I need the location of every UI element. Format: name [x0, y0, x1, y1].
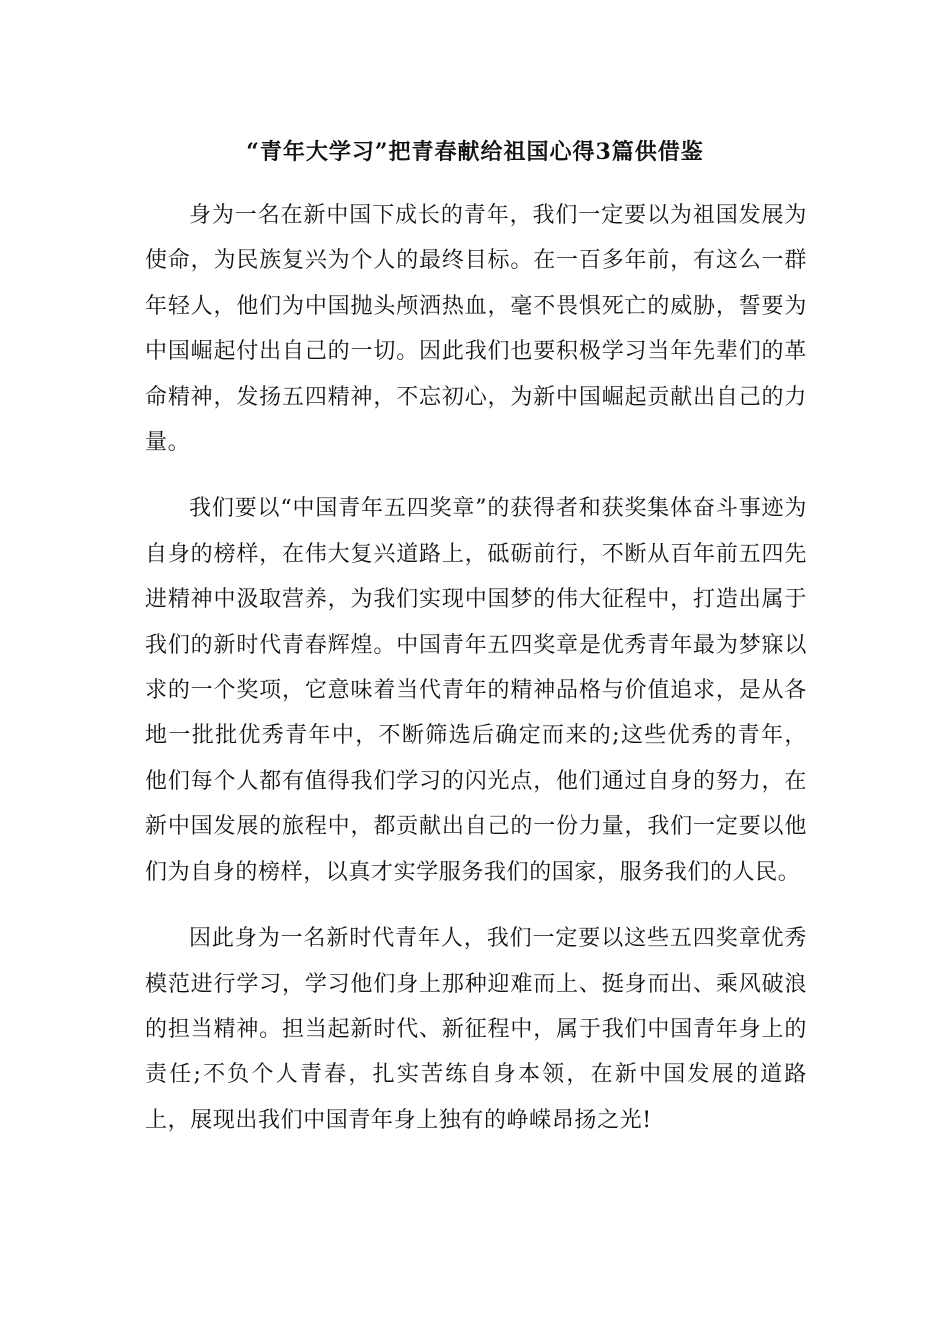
document-body: [145, 193, 807, 1164]
paragraph-1: 身为一名在新中国下成长的青年，我们一定要以为祖国发展为使命，为民族复兴为个人的最终目标。在一百多年前，有这么一群年轻人，他们为中国抛头颅洒热血，毫不畏惧死亡的威胁，誓要为中国崛起付出自己的一切。因此我们也要积极学习当年先辈们的革命精神，发扬五四精神，不忘初心，为新中国崛起贡献出自己的力量。: [145, 203, 807, 456]
paragraph-3: 因此身为一名新时代青年人，我们一定要以这些五四奖章优秀模范进行学习，学习他们身上那种迎难而上、挺身而出、乘风破浪的担当精神。担当起新时代、新征程中，属于我们中国青年身上的责任;不负个人青春，扎实苦练自身本领，在新中国发展的道路上，展现出我们中国青年身上独有的峥嵘昂扬之光!: [145, 926, 807, 1133]
paragraph-2: 我们要以“中国青年五四奖章”的获得者和获奖集体奋斗事迹为自身的榜样，在伟大复兴道路上，砥砺前行，不断从百年前五四先进精神中汲取营养，为我们实现中国梦的伟大征程中，打造出属于我们的新时代青春辉煌。中国青年五四奖章是优秀青年最为梦寐以求的一个奖项，它意味着当代青年的精神品格与价值追求，是从各地一批批优秀青年中，不断筛选后确定而来的;这些优秀的青年，他们每个人都有值得我们学习的闪光点，他们通过自身的努力，在新中国发展的旅程中，都贡献出自己的一份力量，我们一定要以他们为自身的榜样，以真才实学服务我们的国家，服务我们的人民。: [145, 496, 807, 885]
document-title: “青年大学习”把青春献给祖国心得3篇供借鉴: [246, 139, 704, 165]
